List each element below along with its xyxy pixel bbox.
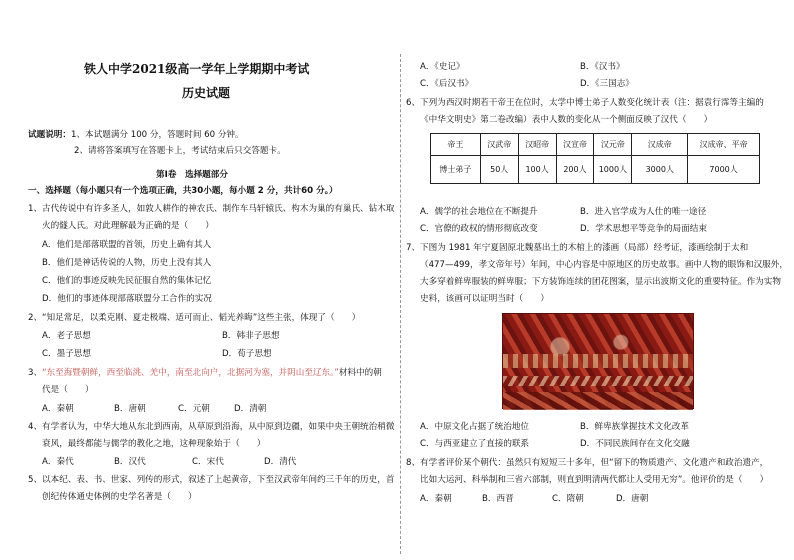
q6-table-cell: 汉成帝、平帝 — [688, 134, 760, 156]
column-divider — [400, 54, 401, 554]
q1-stem-line-2: 火的燧人氏。对此理解最为正确的是（ ） — [42, 221, 214, 231]
instructions-line-1: 试题说明：1、本试题满分 100 分，答题时间 60 分钟。 — [28, 130, 244, 140]
q7-option-a: A．中原文化占据了统治地位 — [420, 422, 530, 432]
q2-option-a: A．老子思想 — [42, 331, 91, 341]
q8-option-b: B．西晋 — [482, 494, 514, 504]
q4-option-b: B．汉代 — [114, 457, 146, 467]
q6-table-cell: 50人 — [480, 156, 518, 184]
q6-option-a: A．儒学的社会地位在不断提升 — [420, 207, 538, 217]
q6-table-cell: 3000人 — [632, 156, 688, 184]
q7-stem-line-3: 大多穿着鲜卑服装的鲜卑服；下方装饰连续的团花图案，显示出波斯文化的重要特征。作为实物 — [420, 277, 781, 287]
q3-option-b: B．唐朝 — [114, 404, 146, 414]
q6-stem-line-2: 《中华文明史》第二卷改编）表中人数的变化从一个侧面反映了汉代（ ） — [420, 115, 713, 125]
q1-option-d: D．他们的事迹体现部落联盟分工合作的实况 — [42, 294, 212, 304]
q3-option-a: A．秦朝 — [42, 404, 74, 414]
instructions-line-2: 2、请将答案填写在答题卡上，考试结束后只交答题卡。 — [74, 146, 286, 156]
q6-table — [430, 133, 760, 184]
q7-stem-line-1: 7、下图为 1981 年宁夏固原北魏墓出土的木棺上的漆画（局部）经考证，漆画绘制于太和 — [406, 243, 749, 253]
q6-table-cell: 1000人 — [594, 156, 632, 184]
q1-option-a: A．他们是部落联盟的首领，历史上确有其人 — [42, 240, 212, 250]
q6-table-header-row — [431, 134, 760, 156]
q1-stem-line-1: 1、古代传说中有许多圣人，如敦人耕作的神农氏、制作车马轩辕氏、构木为巢的有巢氏、钻木取 — [28, 204, 395, 214]
q5-option-a: A．《史记》 — [420, 62, 465, 72]
lacquer-painting-image — [502, 313, 694, 409]
q6-table-cell: 100人 — [518, 156, 556, 184]
q6-table-data-row — [431, 156, 760, 184]
q8-stem-line-2: 比如大运河、科举制和三省六部制，则直到明清两代都让人受用无穷”。他评价的是（ ） — [420, 475, 769, 485]
q3-stem-line-2: 代是（ ） — [42, 385, 94, 395]
q6-table-cell: 汉元帝 — [594, 134, 632, 156]
q6-option-c: C．官僚的政权的情形彻底改变 — [420, 224, 538, 234]
q6-table-cell: 帝王 — [431, 134, 481, 156]
q6-option-d: D．学术思想平等竞争的局面结束 — [580, 224, 707, 234]
q5-option-b: B．《汉书》 — [580, 62, 625, 72]
exam-title: 铁人中学2021级高一学年上学期期中考试 — [84, 62, 310, 76]
q6-table-cell: 7000人 — [688, 156, 760, 184]
q6-option-b: B．进入官学成为人仕的唯一途径 — [580, 207, 707, 217]
q2-option-c: C．墨子思想 — [42, 349, 91, 359]
q6-table-cell: 汉武帝 — [480, 134, 518, 156]
q2-option-d: D．荀子思想 — [222, 349, 272, 359]
q8-option-a: A．秦朝 — [420, 494, 452, 504]
q3-stem-line-1: 3、“东至海暨朝鲜，西至临洮、羌中，南至北向户，北据河为塞，并阴山至辽东。”材料中的朝 — [28, 368, 382, 378]
q3-option-c: C．元朝 — [178, 404, 210, 414]
q5-option-d: D．《三国志》 — [580, 79, 634, 89]
q3-option-d: D．清朝 — [234, 404, 267, 414]
q4-stem-line-1: 4、有学者认为，中华大地从东北到西南，从草原到沿海，从中原到边疆，如果中央王朝统治稍微 — [28, 422, 395, 432]
q2-stem: 2、“知足常足，以柔克刚、夏走极端、适可而止、韬光养晦”这些主张，体现了（ ） — [28, 313, 361, 323]
q8-option-c: C．隋朝 — [552, 494, 584, 504]
q6-table-cell: 汉宣帝 — [556, 134, 594, 156]
q4-option-c: C．宋代 — [192, 457, 224, 467]
q1-option-b: B．他们是神话传说的人物，历史上没有其人 — [42, 258, 212, 268]
q5-option-c: C．《后汉书》 — [420, 79, 474, 89]
q7-option-c: C．与西亚建立了直接的联系 — [420, 439, 530, 449]
q2-option-b: B．韩非子思想 — [222, 331, 280, 341]
instructions-label: 试题说明： — [28, 130, 71, 140]
q6-table-cell: 博士弟子 — [431, 156, 481, 184]
q7-option-b: B．鲜卑族掌握技术文化改革 — [580, 422, 690, 432]
q4-option-a: A．秦代 — [42, 457, 74, 467]
exam-subtitle: 历史试题 — [182, 86, 231, 100]
q3-quote: “东至海暨朝鲜，西至临洮、羌中，南至北向户，北据河为塞，并阴山至辽东。” — [42, 368, 339, 378]
q6-table-cell: 200人 — [556, 156, 594, 184]
q7-stem-line-2: （477—499，孝文帝年号）年间，中心内容是中原地区的历史故事。画中人物的眼饰和汉服外， — [420, 260, 788, 270]
section-title: 第Ⅰ卷 选择题部分 — [156, 170, 228, 180]
q4-option-d: D．清代 — [264, 457, 297, 467]
q5-stem-line-2: 创纪传体通史体例的史学名著是（ ） — [42, 492, 197, 502]
q4-stem-line-2: 衰风，最终都能与儒学的教化之地，这种现象始于（ ） — [42, 439, 266, 449]
q8-stem-line-1: 8、有学者评价某个朝代：虽然只有短短三十多年，但“留下的物质遗产、文化遗产和政治遗产， — [406, 458, 769, 468]
q6-table-cell: 汉成帝 — [632, 134, 688, 156]
q8-option-d: D．唐朝 — [616, 494, 649, 504]
section-heading: 一、选择题（每小题只有一个选项正确，共30小题，每小题 2 分，共计60 分。） — [28, 186, 338, 196]
q6-stem-line-1: 6、下列为西汉时期若干帝王在位时，太学中博士弟子人数变化统计表（注：据袁行霈等主编的 — [406, 98, 764, 108]
q5-stem-line-1: 5、以本纪、表、书、世家、列传的形式，叙述了上起黄帝，下至汉武帝年间约三千年的历史，首 — [28, 475, 395, 485]
q7-stem-line-4: 史料，该画可以证明当时（ ） — [420, 294, 549, 304]
q1-option-c: C．他们的事迹反映先民征服自然的集体记忆 — [42, 276, 212, 286]
q7-option-d: D．不同民族间存在文化交融 — [580, 439, 690, 449]
q6-table-cell: 汉昭帝 — [518, 134, 556, 156]
